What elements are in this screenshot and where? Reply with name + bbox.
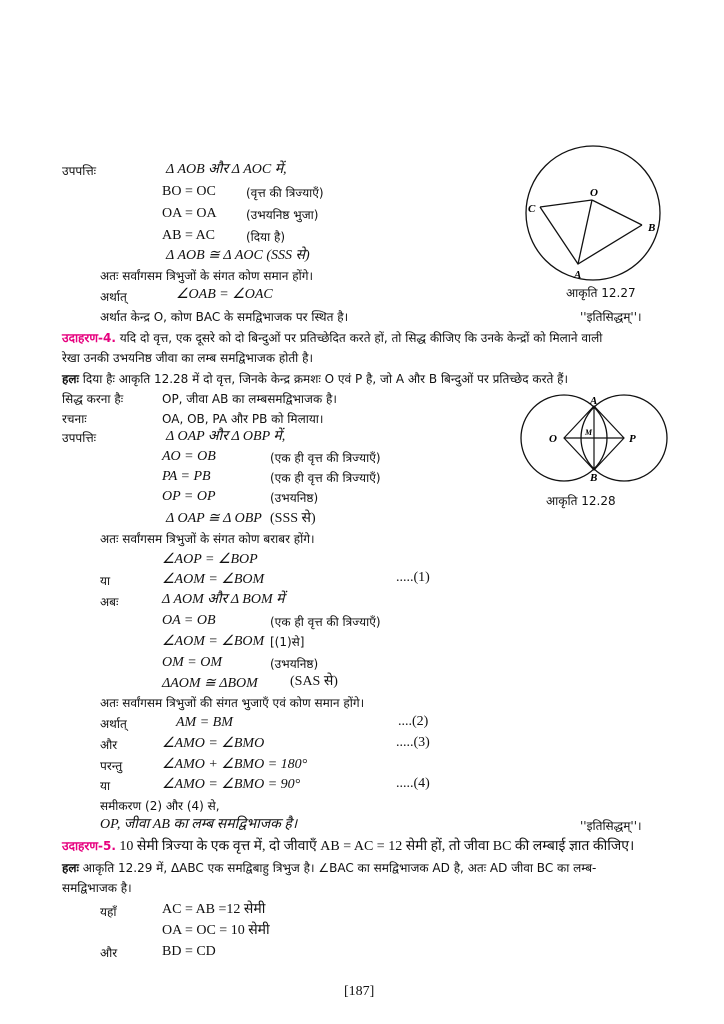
equation: AO = OB — [162, 449, 216, 464]
equation-number: .....(3) — [396, 735, 430, 750]
equation: OA = OA — [162, 206, 217, 221]
reason: (उभयनिष्ठ भुजा) — [246, 208, 319, 222]
example-heading — [62, 330, 602, 346]
solution-intro — [62, 860, 596, 876]
point-label-o: O — [590, 187, 598, 199]
point-label-b: B — [590, 472, 598, 484]
to-prove-text: OP, जीवा AB का लम्बसमद्विभाजक है। — [162, 392, 337, 406]
statement: अतः सर्वांगसम त्रिभुजों के संगत कोण बराबर होंगे। — [100, 532, 315, 546]
reason: (एक ही वृत्त की त्रिज्याएँ) — [270, 471, 381, 485]
statement-label: या — [100, 779, 111, 793]
proof-label: उपपत्तिः — [62, 164, 97, 178]
equation: OM = OM — [162, 655, 222, 670]
equation: OA = OC = 10 सेमी — [162, 923, 270, 938]
reason: (वृत्त की त्रिज्याएँ) — [246, 186, 324, 200]
equation: ∠AMO + ∠BMO = 180° — [162, 757, 308, 772]
intersecting-circles-figure-12-28 — [515, 395, 675, 485]
statement-label: यहाँ — [100, 905, 117, 919]
reason: (SAS से) — [290, 674, 338, 689]
reason: (एक ही वृत्त की त्रिज्याएँ) — [270, 615, 381, 629]
solution-label: हलः — [62, 861, 79, 875]
equation: PA = PB — [162, 469, 211, 484]
reason: (उभयनिष्ठ) — [270, 657, 319, 671]
statement: समीकरण (2) और (4) से, — [100, 799, 220, 813]
proof-label: उपपत्तिः — [62, 431, 97, 445]
equation: ∠AOM = ∠BOM — [162, 572, 265, 587]
equation: BO = OC — [162, 184, 216, 199]
reason: (दिया है) — [246, 230, 286, 244]
reason: (एक ही वृत्त की त्रिज्याएँ) — [270, 451, 381, 465]
equation: ∠AOM = ∠BOM — [162, 634, 265, 649]
statement-label: या — [100, 574, 111, 588]
solution-intro — [62, 371, 568, 387]
congruence: Δ OAP ≅ Δ OBP — [166, 511, 262, 526]
equation: ∠AOP = ∠BOP — [162, 552, 258, 567]
congruence: Δ AOB ≅ Δ AOC (SSS से) — [166, 248, 310, 263]
equation: ∠OAB = ∠OAC — [176, 287, 273, 302]
example-text: रेखा उनकी उभयनिष्ठ जीवा का लम्ब समद्विभाजक होती है। — [62, 351, 314, 365]
page-number: [187] — [344, 984, 375, 999]
equation: ∠AMO = ∠BMO = 90° — [162, 777, 301, 792]
statement: अतः सर्वांगसम त्रिभुजों की संगत भुजाएँ एवं कोण समान होंगे। — [100, 696, 365, 710]
statement-label: परन्तु — [100, 759, 123, 773]
statement-label: और — [100, 738, 118, 752]
point-label-a: A — [574, 269, 582, 281]
figure-caption: आकृति 12.27 — [566, 286, 636, 300]
congruence: ΔAOM ≅ ΔBOM — [162, 676, 258, 691]
example-label: उदाहरण-4. — [62, 331, 116, 345]
construction-text: OA, OB, PA और PB को मिलाया। — [162, 412, 324, 426]
statement-label: अर्थात् — [100, 717, 127, 731]
circle-figure-12-27 — [520, 140, 670, 290]
qed-mark: ''इतिसिद्धम्''। — [580, 819, 642, 833]
equation-number: .....(1) — [396, 570, 430, 585]
point-label-m: M — [585, 428, 593, 437]
statement: अर्थात केन्द्र O, कोण BAC के समद्विभाजक पर स्थित है। — [100, 310, 349, 324]
solution-text: आकृति 12.29 में, ΔABC एक समद्विबाहु त्रिभुज है। ∠BAC का समद्विभाजक AD है, अतः AD जीवा BC का लम्ब- — [78, 861, 597, 875]
equation: AB = AC — [162, 228, 216, 243]
conclusion: OP, जीवा AB का लम्ब समद्विभाजक है। — [100, 817, 298, 832]
qed-mark: ''इतिसिद्धम्''। — [580, 310, 642, 324]
point-label-c: C — [528, 203, 536, 215]
statement-label: अबः — [100, 595, 119, 609]
proof-line: Δ AOM और Δ BOM में — [162, 592, 285, 607]
point-label-o: O — [549, 433, 557, 445]
proof-line: Δ AOB और Δ AOC में, — [166, 162, 287, 177]
statement: अतः सर्वांगसम त्रिभुजों के संगत कोण समान होंगे। — [100, 269, 314, 283]
example-heading — [62, 838, 634, 855]
solution-label: हलः — [62, 372, 79, 386]
proof-line: Δ OAP और Δ OBP में, — [166, 429, 286, 444]
equation: AM = BM — [176, 715, 233, 730]
equation: AC = AB =12 सेमी — [162, 902, 266, 917]
equation-number: ....(2) — [398, 714, 429, 729]
solution-text: समद्विभाजक है। — [62, 881, 132, 895]
point-label-b: B — [648, 222, 656, 234]
reason: (SSS से) — [270, 511, 316, 526]
construction-label: रचनाः — [62, 412, 87, 426]
example-text: यदि दो वृत्त, एक दूसरे को दो बिन्दुओं पर प्रतिच्छेदित करते हों, तो सिद्ध कीजिए कि उनके केन्द्रों को मिलाने वाली — [115, 331, 603, 345]
statement-label: और — [100, 946, 118, 960]
figure-caption: आकृति 12.28 — [546, 494, 616, 508]
equation: OP = OP — [162, 489, 216, 504]
equation-number: .....(4) — [396, 776, 430, 791]
example-label: उदाहरण-5. — [62, 839, 116, 853]
reason: (उभयनिष्ठ) — [270, 491, 319, 505]
example-text: 10 सेमी त्रिज्या के एक वृत्त में, दो जीवाएँ AB = AC = 12 सेमी हों, तो जीवा BC की लम्बाई ज्ञात कीजिए। — [115, 839, 635, 854]
equation: OA = OB — [162, 613, 216, 628]
point-label-a: A — [590, 395, 598, 407]
point-label-p: P — [629, 433, 636, 445]
solution-text: दिया हैः आकृति 12.28 में दो वृत्त, जिनके केन्द्र क्रमशः O एवं P है, जो A और B बिन्दुओं पर प्रतिच्छेद करते हैं। — [78, 372, 569, 386]
statement-label: अर्थात् — [100, 290, 127, 304]
reason: [(1)से] — [270, 635, 305, 649]
to-prove-label: सिद्ध करना हैः — [62, 392, 124, 406]
equation: ∠AMO = ∠BMO — [162, 736, 265, 751]
equation: BD = CD — [162, 944, 216, 959]
